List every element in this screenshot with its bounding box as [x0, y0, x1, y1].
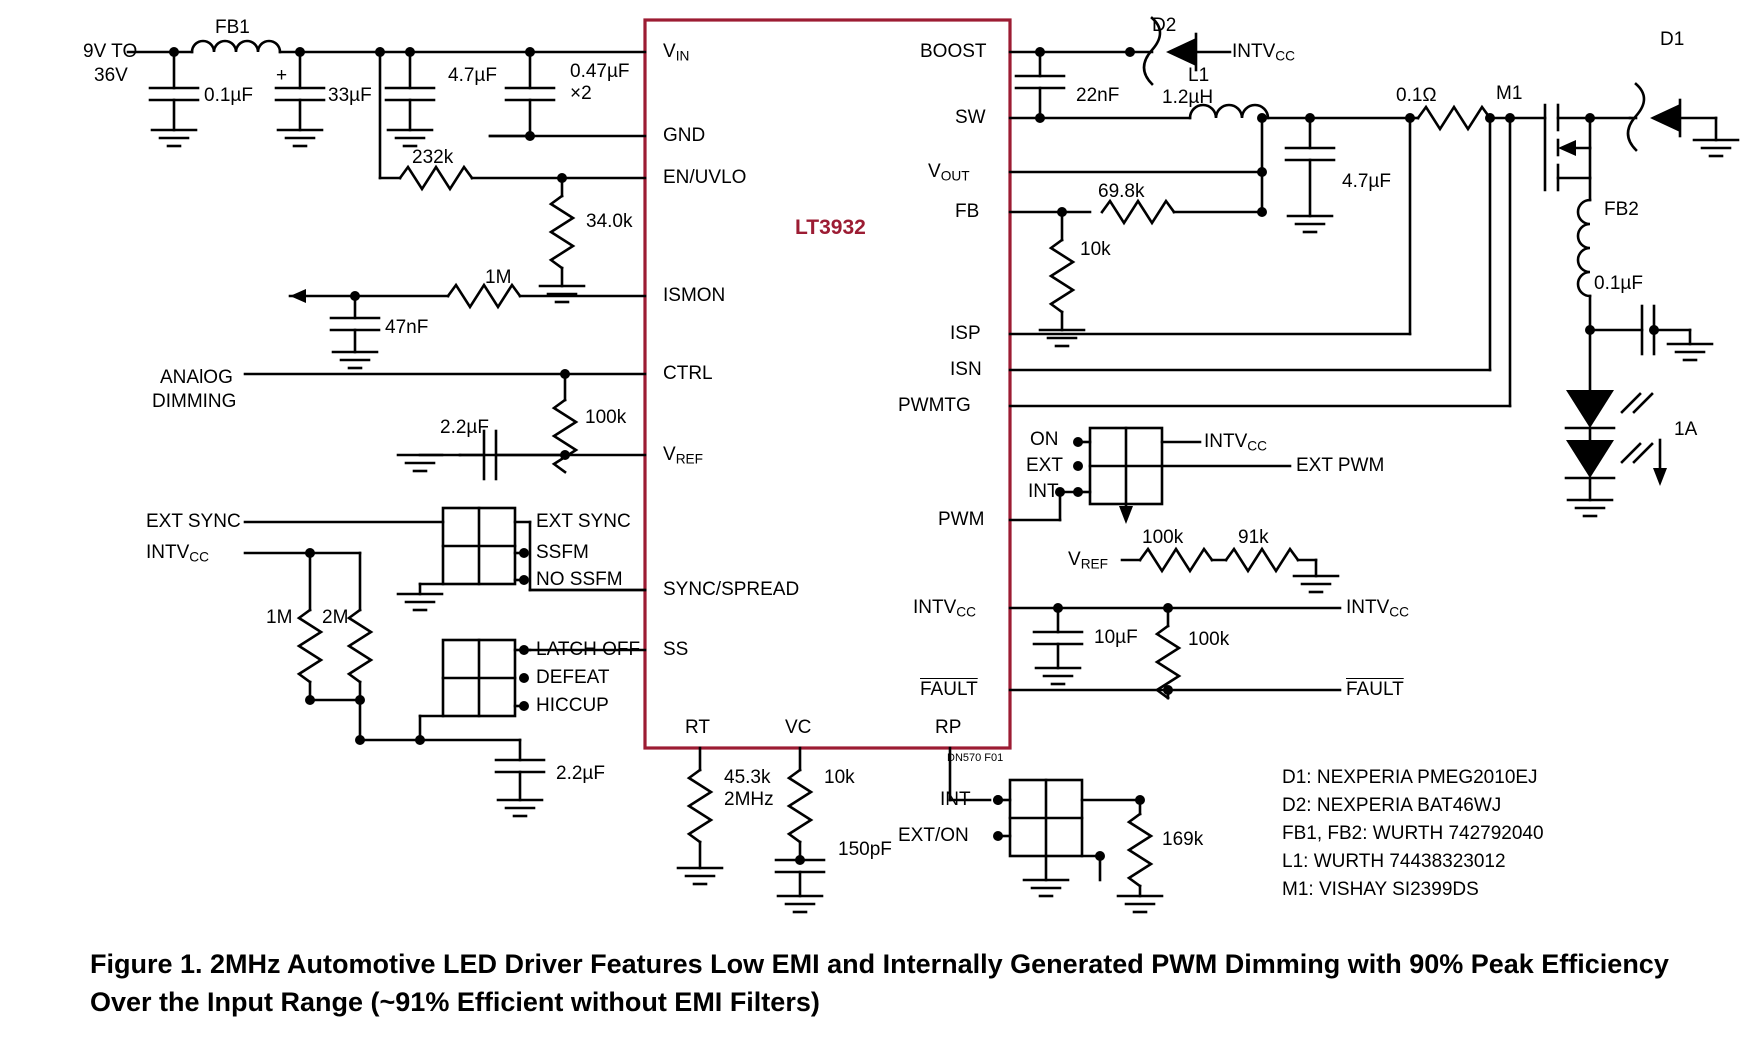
pin-sw: SW — [955, 107, 986, 128]
label-pwm-intvcc: $INTV_{CC}$ — [1204, 431, 1268, 454]
label-r-2m: 2M — [322, 607, 349, 628]
label-c-vref: 2.2µF — [440, 417, 489, 438]
bom-item-d2: D2: NEXPERIA BAT46WJ — [1282, 795, 1502, 816]
label-c-ismon: 47nF — [385, 317, 429, 338]
label-r-vref: 100k — [585, 407, 627, 428]
label-d2-net: $INTV_{CC}$ — [1232, 41, 1296, 64]
pin-fault: FAULT — [920, 679, 978, 700]
label-vref-divider: $V_{REF}$ — [1068, 549, 1109, 572]
pin-rt: RT — [685, 717, 710, 738]
label-switch-no-ssfm: NO SSFM — [536, 569, 623, 590]
pin-pwm: PWM — [938, 509, 985, 530]
pin-gnd: GND — [663, 125, 706, 146]
label-vin-range-line2: 36V — [94, 65, 128, 86]
pin-fb: FB — [955, 201, 980, 222]
pin-isn: ISN — [950, 359, 982, 380]
pin-pwmtg: PWMTG — [898, 395, 971, 416]
label-r-uvlo-bottom: 34.0k — [586, 211, 633, 232]
pin-boost: BOOST — [920, 41, 987, 62]
label-switch-defeat: DEFEAT — [536, 667, 610, 688]
label-cin3-value: 0.47µF — [570, 61, 630, 82]
label-r-fb-top: 69.8k — [1098, 181, 1145, 202]
label-r-uvlo-top: 232k — [412, 147, 454, 168]
label-r-vref-div2: 91k — [1238, 527, 1269, 548]
pin-vc: VC — [785, 717, 812, 738]
bom-item-d1: D1: NEXPERIA PMEG2010EJ — [1282, 767, 1538, 788]
label-cbulk: 33µF — [328, 85, 372, 106]
label-rp-ext-on: EXT/ON — [898, 825, 969, 846]
figure-caption: Figure 1. 2MHz Automotive LED Driver Features Low EMI and Internally Generated PWM Dimming with 90% Peak Efficiency Over the Input Range (~91% Efficient without EMI Filters) — [90, 949, 1669, 1017]
label-d2: D2 — [1152, 15, 1177, 36]
label-pwm-int: INT — [1028, 481, 1059, 502]
pin-vout: $V_{OUT}$ — [928, 161, 970, 184]
label-fb2: FB2 — [1604, 199, 1639, 220]
label-r-fb-bottom: 10k — [1080, 239, 1111, 260]
label-r-1m: 1M — [266, 607, 293, 628]
pin-en-uvlo: EN/UVLO — [663, 167, 747, 188]
label-r-rp: 169k — [1162, 829, 1204, 850]
label-ext-sync-input: EXT SYNC — [146, 511, 241, 532]
pin-isp: ISP — [950, 323, 981, 344]
label-vin-range-line1: 9V TO — [83, 41, 138, 62]
pin-sync-spread: SYNC/SPREAD — [663, 579, 800, 600]
label-switch-latch-off: LATCH OFF — [536, 639, 641, 660]
label-cbulk-polarity: + — [276, 65, 288, 86]
label-intvcc-right: $INTV_{CC}$ — [1346, 597, 1410, 620]
label-l1-name: L1 — [1188, 65, 1210, 86]
label-cin2: 4.7µF — [448, 65, 497, 86]
label-analog-dim-1: ANAlOG — [160, 367, 233, 388]
label-pwm-on: ON — [1030, 429, 1059, 450]
label-r-intvcc-pullup: 100k — [1188, 629, 1230, 650]
label-l1-value: 1.2µH — [1162, 87, 1214, 108]
label-c-boost: 22nF — [1076, 85, 1120, 106]
ic-part-number: LT3932 — [795, 216, 866, 239]
pin-vref: $V_{REF}$ — [663, 444, 704, 467]
label-c-out: 4.7µF — [1342, 171, 1391, 192]
label-r-vref-div1: 100k — [1142, 527, 1184, 548]
pin-ismon: ISMON — [663, 285, 726, 306]
label-d1: D1 — [1660, 29, 1685, 50]
pin-ss: SS — [663, 639, 689, 660]
label-switch-ext-sync: EXT SYNC — [536, 511, 631, 532]
bom-item-m1: M1: VISHAY SI2399DS — [1282, 879, 1479, 900]
pin-intvcc: $INTV_{CC}$ — [913, 597, 977, 620]
label-analog-dim-2: DIMMING — [152, 391, 237, 412]
label-r-sense: 0.1Ω — [1396, 85, 1437, 106]
label-led-current: 1A — [1674, 419, 1698, 440]
label-fault-right: FAULT — [1346, 679, 1404, 700]
label-fb1: FB1 — [215, 17, 250, 38]
label-r-rt: 45.3k — [724, 767, 771, 788]
label-intvcc-input: $INTV_{CC}$ — [146, 542, 210, 565]
label-c-led: 0.1µF — [1594, 273, 1643, 294]
pin-vin: $V_{IN}$ — [663, 41, 690, 64]
label-cin1: 0.1µF — [204, 85, 253, 106]
label-m1: M1 — [1496, 83, 1523, 104]
bom-item-fb: FB1, FB2: WURTH 742792040 — [1282, 823, 1544, 844]
label-c-ss: 2.2µF — [556, 763, 605, 784]
label-rt-frequency: 2MHz — [724, 789, 774, 810]
label-switch-ssfm: SSFM — [536, 542, 589, 563]
label-cin3-qty: ×2 — [570, 83, 592, 104]
label-ext-pwm: EXT PWM — [1296, 455, 1385, 476]
doc-code: DN570 F01 — [947, 752, 1004, 764]
label-c-vc: 150pF — [838, 839, 892, 860]
label-switch-hiccup: HICCUP — [536, 695, 609, 716]
label-r-ismon: 1M — [485, 267, 512, 288]
label-pwm-ext: EXT — [1026, 455, 1063, 476]
label-rp-int: INT — [940, 789, 971, 810]
label-c-intvcc: 10µF — [1094, 627, 1138, 648]
bom-item-l1: L1: WURTH 74438323012 — [1282, 851, 1506, 872]
label-r-vc: 10k — [824, 767, 855, 788]
pin-ctrl: CTRL — [663, 363, 713, 384]
pin-rp: RP — [935, 717, 962, 738]
